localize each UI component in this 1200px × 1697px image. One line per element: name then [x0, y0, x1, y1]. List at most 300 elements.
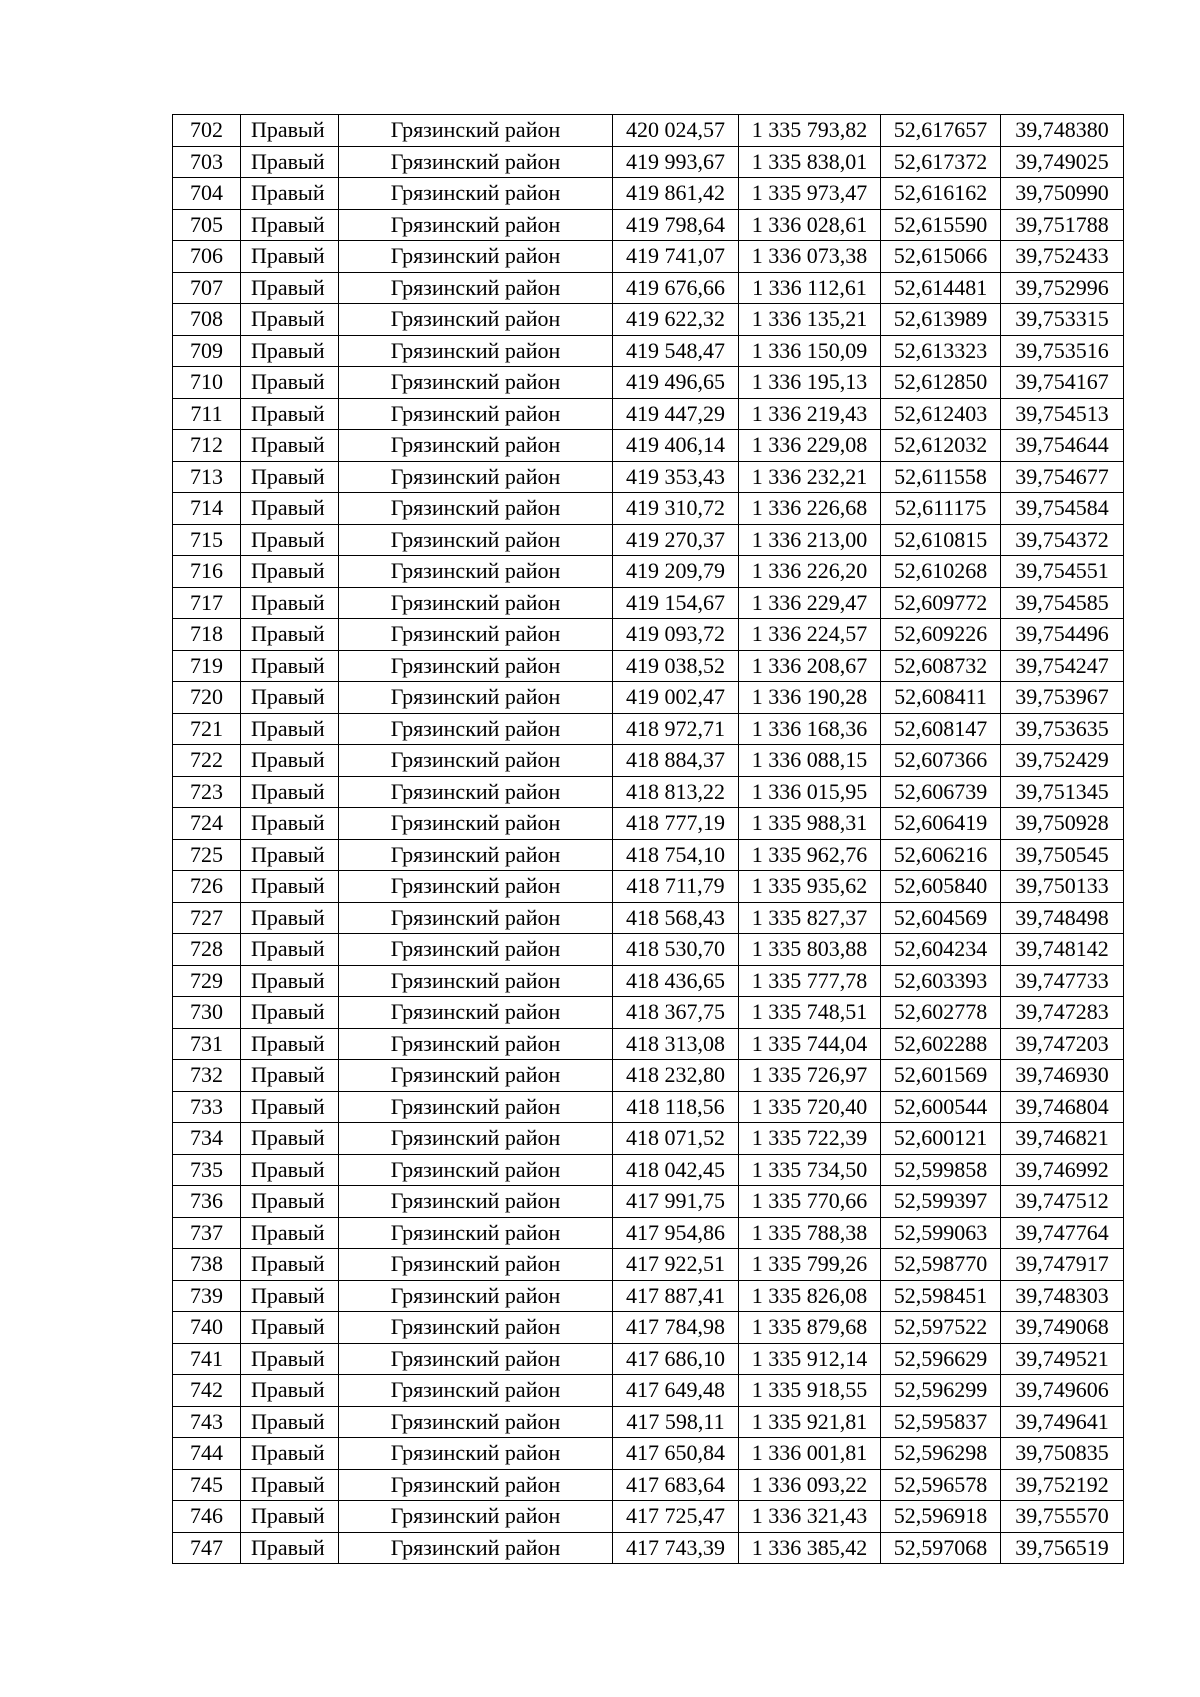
bank-side-cell: Правый: [241, 1091, 339, 1123]
longitude-cell: 39,754167: [1001, 367, 1124, 399]
x-coordinate-cell: 418 884,37: [613, 745, 739, 777]
point-number-cell: 709: [173, 335, 241, 367]
latitude-cell: 52,609226: [881, 619, 1001, 651]
x-coordinate-cell: 420 024,57: [613, 115, 739, 147]
point-number-cell: 747: [173, 1532, 241, 1564]
bank-side-cell: Правый: [241, 682, 339, 714]
y-coordinate-cell: 1 335 722,39: [739, 1123, 881, 1155]
y-coordinate-cell: 1 335 770,66: [739, 1186, 881, 1218]
point-number-cell: 742: [173, 1375, 241, 1407]
bank-side-cell: Правый: [241, 745, 339, 777]
latitude-cell: 52,612403: [881, 398, 1001, 430]
table-row: [173, 115, 1124, 147]
point-number-cell: 721: [173, 713, 241, 745]
point-number-cell: 712: [173, 430, 241, 462]
bank-side-cell: Правый: [241, 871, 339, 903]
x-coordinate-cell: 419 093,72: [613, 619, 739, 651]
longitude-cell: 39,747512: [1001, 1186, 1124, 1218]
x-coordinate-cell: 418 436,65: [613, 965, 739, 997]
bank-side-cell: Правый: [241, 1217, 339, 1249]
x-coordinate-cell: 418 711,79: [613, 871, 739, 903]
longitude-cell: 39,754372: [1001, 524, 1124, 556]
x-coordinate-cell: 419 798,64: [613, 209, 739, 241]
latitude-cell: 52,611558: [881, 461, 1001, 493]
bank-side-cell: Правый: [241, 430, 339, 462]
latitude-cell: 52,610815: [881, 524, 1001, 556]
y-coordinate-cell: 1 335 777,78: [739, 965, 881, 997]
y-coordinate-cell: 1 336 135,21: [739, 304, 881, 336]
latitude-cell: 52,605840: [881, 871, 1001, 903]
district-cell: Грязинский район: [339, 1028, 613, 1060]
district-cell: Грязинский район: [339, 1406, 613, 1438]
district-cell: Грязинский район: [339, 241, 613, 273]
y-coordinate-cell: 1 335 838,01: [739, 146, 881, 178]
table-row: [173, 1217, 1124, 1249]
y-coordinate-cell: 1 335 744,04: [739, 1028, 881, 1060]
longitude-cell: 39,752192: [1001, 1469, 1124, 1501]
bank-side-cell: Правый: [241, 1501, 339, 1533]
district-cell: Грязинский район: [339, 934, 613, 966]
district-cell: Грязинский район: [339, 745, 613, 777]
district-cell: Грязинский район: [339, 335, 613, 367]
bank-side-cell: Правый: [241, 1123, 339, 1155]
point-number-cell: 731: [173, 1028, 241, 1060]
latitude-cell: 52,599397: [881, 1186, 1001, 1218]
y-coordinate-cell: 1 336 028,61: [739, 209, 881, 241]
bank-side-cell: Правый: [241, 524, 339, 556]
point-number-cell: 704: [173, 178, 241, 210]
y-coordinate-cell: 1 336 088,15: [739, 745, 881, 777]
table-row: [173, 1501, 1124, 1533]
point-number-cell: 727: [173, 902, 241, 934]
x-coordinate-cell: 419 002,47: [613, 682, 739, 714]
x-coordinate-cell: 418 367,75: [613, 997, 739, 1029]
district-cell: Грязинский район: [339, 1312, 613, 1344]
y-coordinate-cell: 1 336 229,08: [739, 430, 881, 462]
table-row: [173, 1438, 1124, 1470]
latitude-cell: 52,612850: [881, 367, 1001, 399]
longitude-cell: 39,754584: [1001, 493, 1124, 525]
bank-side-cell: Правый: [241, 272, 339, 304]
point-number-cell: 733: [173, 1091, 241, 1123]
x-coordinate-cell: 418 813,22: [613, 776, 739, 808]
bank-side-cell: Правый: [241, 587, 339, 619]
latitude-cell: 52,614481: [881, 272, 1001, 304]
latitude-cell: 52,597522: [881, 1312, 1001, 1344]
latitude-cell: 52,616162: [881, 178, 1001, 210]
point-number-cell: 719: [173, 650, 241, 682]
point-number-cell: 705: [173, 209, 241, 241]
bank-side-cell: Правый: [241, 146, 339, 178]
y-coordinate-cell: 1 336 385,42: [739, 1532, 881, 1564]
bank-side-cell: Правый: [241, 1343, 339, 1375]
x-coordinate-cell: 418 972,71: [613, 713, 739, 745]
longitude-cell: 39,747203: [1001, 1028, 1124, 1060]
table-row: [173, 1028, 1124, 1060]
table-row: [173, 776, 1124, 808]
y-coordinate-cell: 1 335 788,38: [739, 1217, 881, 1249]
district-cell: Грязинский район: [339, 209, 613, 241]
latitude-cell: 52,596299: [881, 1375, 1001, 1407]
point-number-cell: 726: [173, 871, 241, 903]
longitude-cell: 39,749641: [1001, 1406, 1124, 1438]
longitude-cell: 39,753516: [1001, 335, 1124, 367]
longitude-cell: 39,747764: [1001, 1217, 1124, 1249]
point-number-cell: 723: [173, 776, 241, 808]
y-coordinate-cell: 1 336 168,36: [739, 713, 881, 745]
table-row: [173, 1280, 1124, 1312]
longitude-cell: 39,748380: [1001, 115, 1124, 147]
point-number-cell: 720: [173, 682, 241, 714]
bank-side-cell: Правый: [241, 1532, 339, 1564]
longitude-cell: 39,750990: [1001, 178, 1124, 210]
table-row: [173, 209, 1124, 241]
table-row: [173, 398, 1124, 430]
bank-side-cell: Правый: [241, 335, 339, 367]
latitude-cell: 52,615590: [881, 209, 1001, 241]
point-number-cell: 707: [173, 272, 241, 304]
y-coordinate-cell: 1 335 826,08: [739, 1280, 881, 1312]
latitude-cell: 52,596578: [881, 1469, 1001, 1501]
point-number-cell: 711: [173, 398, 241, 430]
y-coordinate-cell: 1 336 073,38: [739, 241, 881, 273]
x-coordinate-cell: 418 754,10: [613, 839, 739, 871]
latitude-cell: 52,596298: [881, 1438, 1001, 1470]
x-coordinate-cell: 419 447,29: [613, 398, 739, 430]
district-cell: Грязинский район: [339, 115, 613, 147]
bank-side-cell: Правый: [241, 1406, 339, 1438]
latitude-cell: 52,603393: [881, 965, 1001, 997]
bank-side-cell: Правый: [241, 1186, 339, 1218]
x-coordinate-cell: 419 406,14: [613, 430, 739, 462]
district-cell: Грязинский район: [339, 965, 613, 997]
table-row: [173, 335, 1124, 367]
district-cell: Грязинский район: [339, 146, 613, 178]
point-number-cell: 716: [173, 556, 241, 588]
x-coordinate-cell: 418 568,43: [613, 902, 739, 934]
point-number-cell: 738: [173, 1249, 241, 1281]
district-cell: Грязинский район: [339, 808, 613, 840]
district-cell: Грязинский район: [339, 178, 613, 210]
table-row: [173, 1406, 1124, 1438]
longitude-cell: 39,751788: [1001, 209, 1124, 241]
bank-side-cell: Правый: [241, 1060, 339, 1092]
x-coordinate-cell: 419 496,65: [613, 367, 739, 399]
district-cell: Грязинский район: [339, 1501, 613, 1533]
table-row: [173, 524, 1124, 556]
x-coordinate-cell: 419 038,52: [613, 650, 739, 682]
bank-side-cell: Правый: [241, 713, 339, 745]
y-coordinate-cell: 1 335 720,40: [739, 1091, 881, 1123]
bank-side-cell: Правый: [241, 304, 339, 336]
latitude-cell: 52,604569: [881, 902, 1001, 934]
table-row: [173, 430, 1124, 462]
y-coordinate-cell: 1 336 112,61: [739, 272, 881, 304]
district-cell: Грязинский район: [339, 1375, 613, 1407]
latitude-cell: 52,602288: [881, 1028, 1001, 1060]
longitude-cell: 39,747917: [1001, 1249, 1124, 1281]
table-row: [173, 1186, 1124, 1218]
y-coordinate-cell: 1 336 208,67: [739, 650, 881, 682]
point-number-cell: 717: [173, 587, 241, 619]
table-row: [173, 965, 1124, 997]
table-row: [173, 1469, 1124, 1501]
point-number-cell: 744: [173, 1438, 241, 1470]
longitude-cell: 39,755570: [1001, 1501, 1124, 1533]
longitude-cell: 39,753315: [1001, 304, 1124, 336]
district-cell: Грязинский район: [339, 1280, 613, 1312]
district-cell: Грязинский район: [339, 619, 613, 651]
table-row: [173, 650, 1124, 682]
district-cell: Грязинский район: [339, 430, 613, 462]
district-cell: Грязинский район: [339, 398, 613, 430]
district-cell: Грязинский район: [339, 1060, 613, 1092]
y-coordinate-cell: 1 336 226,68: [739, 493, 881, 525]
table-row: [173, 619, 1124, 651]
latitude-cell: 52,597068: [881, 1532, 1001, 1564]
longitude-cell: 39,753967: [1001, 682, 1124, 714]
point-number-cell: 743: [173, 1406, 241, 1438]
x-coordinate-cell: 419 993,67: [613, 146, 739, 178]
district-cell: Грязинский район: [339, 839, 613, 871]
district-cell: Грязинский район: [339, 1154, 613, 1186]
y-coordinate-cell: 1 335 921,81: [739, 1406, 881, 1438]
bank-side-cell: Правый: [241, 619, 339, 651]
x-coordinate-cell: 418 777,19: [613, 808, 739, 840]
y-coordinate-cell: 1 335 912,14: [739, 1343, 881, 1375]
y-coordinate-cell: 1 336 093,22: [739, 1469, 881, 1501]
y-coordinate-cell: 1 336 232,21: [739, 461, 881, 493]
point-number-cell: 729: [173, 965, 241, 997]
district-cell: Грязинский район: [339, 997, 613, 1029]
x-coordinate-cell: 419 209,79: [613, 556, 739, 588]
latitude-cell: 52,609772: [881, 587, 1001, 619]
latitude-cell: 52,613323: [881, 335, 1001, 367]
latitude-cell: 52,604234: [881, 934, 1001, 966]
district-cell: Грязинский район: [339, 713, 613, 745]
bank-side-cell: Правый: [241, 839, 339, 871]
y-coordinate-cell: 1 336 001,81: [739, 1438, 881, 1470]
x-coordinate-cell: 417 598,11: [613, 1406, 739, 1438]
longitude-cell: 39,748498: [1001, 902, 1124, 934]
longitude-cell: 39,747733: [1001, 965, 1124, 997]
latitude-cell: 52,617657: [881, 115, 1001, 147]
x-coordinate-cell: 419 861,42: [613, 178, 739, 210]
bank-side-cell: Правый: [241, 241, 339, 273]
point-number-cell: 710: [173, 367, 241, 399]
district-cell: Грязинский район: [339, 272, 613, 304]
x-coordinate-cell: 417 922,51: [613, 1249, 739, 1281]
table-row: [173, 934, 1124, 966]
x-coordinate-cell: 417 991,75: [613, 1186, 739, 1218]
district-cell: Грязинский район: [339, 524, 613, 556]
longitude-cell: 39,750545: [1001, 839, 1124, 871]
longitude-cell: 39,749606: [1001, 1375, 1124, 1407]
latitude-cell: 52,617372: [881, 146, 1001, 178]
table-row: [173, 304, 1124, 336]
longitude-cell: 39,754644: [1001, 430, 1124, 462]
table-row: [173, 682, 1124, 714]
y-coordinate-cell: 1 335 879,68: [739, 1312, 881, 1344]
table-row: [173, 745, 1124, 777]
point-number-cell: 728: [173, 934, 241, 966]
y-coordinate-cell: 1 335 726,97: [739, 1060, 881, 1092]
x-coordinate-cell: 418 530,70: [613, 934, 739, 966]
latitude-cell: 52,599063: [881, 1217, 1001, 1249]
point-number-cell: 722: [173, 745, 241, 777]
x-coordinate-cell: 418 232,80: [613, 1060, 739, 1092]
table-row: [173, 461, 1124, 493]
bank-side-cell: Правый: [241, 1028, 339, 1060]
longitude-cell: 39,754585: [1001, 587, 1124, 619]
table-row: [173, 1375, 1124, 1407]
longitude-cell: 39,747283: [1001, 997, 1124, 1029]
latitude-cell: 52,595837: [881, 1406, 1001, 1438]
x-coordinate-cell: 419 353,43: [613, 461, 739, 493]
table-row: [173, 493, 1124, 525]
table-row: [173, 1154, 1124, 1186]
longitude-cell: 39,756519: [1001, 1532, 1124, 1564]
x-coordinate-cell: 419 270,37: [613, 524, 739, 556]
district-cell: Грязинский район: [339, 556, 613, 588]
x-coordinate-cell: 417 887,41: [613, 1280, 739, 1312]
y-coordinate-cell: 1 335 799,26: [739, 1249, 881, 1281]
longitude-cell: 39,746992: [1001, 1154, 1124, 1186]
y-coordinate-cell: 1 335 988,31: [739, 808, 881, 840]
point-number-cell: 740: [173, 1312, 241, 1344]
table-row: [173, 556, 1124, 588]
district-cell: Грязинский район: [339, 1343, 613, 1375]
point-number-cell: 745: [173, 1469, 241, 1501]
x-coordinate-cell: 417 650,84: [613, 1438, 739, 1470]
latitude-cell: 52,607366: [881, 745, 1001, 777]
longitude-cell: 39,750928: [1001, 808, 1124, 840]
table-row: [173, 871, 1124, 903]
district-cell: Грязинский район: [339, 1091, 613, 1123]
y-coordinate-cell: 1 336 213,00: [739, 524, 881, 556]
district-cell: Грязинский район: [339, 776, 613, 808]
y-coordinate-cell: 1 335 918,55: [739, 1375, 881, 1407]
table-row: [173, 587, 1124, 619]
longitude-cell: 39,752996: [1001, 272, 1124, 304]
x-coordinate-cell: 417 649,48: [613, 1375, 739, 1407]
y-coordinate-cell: 1 335 803,88: [739, 934, 881, 966]
longitude-cell: 39,754496: [1001, 619, 1124, 651]
y-coordinate-cell: 1 335 827,37: [739, 902, 881, 934]
longitude-cell: 39,749521: [1001, 1343, 1124, 1375]
longitude-cell: 39,750133: [1001, 871, 1124, 903]
longitude-cell: 39,752433: [1001, 241, 1124, 273]
table-row: [173, 1091, 1124, 1123]
longitude-cell: 39,754247: [1001, 650, 1124, 682]
point-number-cell: 702: [173, 115, 241, 147]
district-cell: Грязинский район: [339, 871, 613, 903]
y-coordinate-cell: 1 335 962,76: [739, 839, 881, 871]
latitude-cell: 52,608411: [881, 682, 1001, 714]
district-cell: Грязинский район: [339, 1186, 613, 1218]
latitude-cell: 52,611175: [881, 493, 1001, 525]
bank-side-cell: Правый: [241, 461, 339, 493]
point-number-cell: 736: [173, 1186, 241, 1218]
bank-side-cell: Правый: [241, 808, 339, 840]
y-coordinate-cell: 1 336 150,09: [739, 335, 881, 367]
coordinates-table-body: [173, 115, 1124, 1564]
bank-side-cell: Правый: [241, 209, 339, 241]
table-row: [173, 997, 1124, 1029]
district-cell: Грязинский район: [339, 367, 613, 399]
longitude-cell: 39,750835: [1001, 1438, 1124, 1470]
table-row: [173, 241, 1124, 273]
bank-side-cell: Правый: [241, 1469, 339, 1501]
district-cell: Грязинский район: [339, 1532, 613, 1564]
y-coordinate-cell: 1 336 190,28: [739, 682, 881, 714]
x-coordinate-cell: 419 676,66: [613, 272, 739, 304]
latitude-cell: 52,606419: [881, 808, 1001, 840]
district-cell: Грязинский район: [339, 1469, 613, 1501]
point-number-cell: 715: [173, 524, 241, 556]
bank-side-cell: Правый: [241, 1438, 339, 1470]
bank-side-cell: Правый: [241, 1249, 339, 1281]
y-coordinate-cell: 1 335 734,50: [739, 1154, 881, 1186]
table-row: [173, 1249, 1124, 1281]
longitude-cell: 39,751345: [1001, 776, 1124, 808]
district-cell: Грязинский район: [339, 650, 613, 682]
x-coordinate-cell: 419 622,32: [613, 304, 739, 336]
x-coordinate-cell: 419 154,67: [613, 587, 739, 619]
point-number-cell: 732: [173, 1060, 241, 1092]
y-coordinate-cell: 1 336 229,47: [739, 587, 881, 619]
longitude-cell: 39,749068: [1001, 1312, 1124, 1344]
bank-side-cell: Правый: [241, 934, 339, 966]
bank-side-cell: Правый: [241, 115, 339, 147]
district-cell: Грязинский район: [339, 304, 613, 336]
point-number-cell: 741: [173, 1343, 241, 1375]
table-row: [173, 1343, 1124, 1375]
point-number-cell: 735: [173, 1154, 241, 1186]
district-cell: Грязинский район: [339, 1217, 613, 1249]
x-coordinate-cell: 419 310,72: [613, 493, 739, 525]
bank-side-cell: Правый: [241, 1154, 339, 1186]
longitude-cell: 39,754551: [1001, 556, 1124, 588]
point-number-cell: 706: [173, 241, 241, 273]
latitude-cell: 52,613989: [881, 304, 1001, 336]
latitude-cell: 52,601569: [881, 1060, 1001, 1092]
table-row: [173, 1060, 1124, 1092]
latitude-cell: 52,606216: [881, 839, 1001, 871]
x-coordinate-cell: 419 548,47: [613, 335, 739, 367]
y-coordinate-cell: 1 336 219,43: [739, 398, 881, 430]
table-row: [173, 713, 1124, 745]
district-cell: Грязинский район: [339, 493, 613, 525]
y-coordinate-cell: 1 336 195,13: [739, 367, 881, 399]
bank-side-cell: Правый: [241, 1375, 339, 1407]
x-coordinate-cell: 417 683,64: [613, 1469, 739, 1501]
district-cell: Грязинский район: [339, 1438, 613, 1470]
y-coordinate-cell: 1 336 321,43: [739, 1501, 881, 1533]
bank-side-cell: Правый: [241, 776, 339, 808]
y-coordinate-cell: 1 336 015,95: [739, 776, 881, 808]
x-coordinate-cell: 417 954,86: [613, 1217, 739, 1249]
latitude-cell: 52,608732: [881, 650, 1001, 682]
y-coordinate-cell: 1 335 793,82: [739, 115, 881, 147]
longitude-cell: 39,754677: [1001, 461, 1124, 493]
point-number-cell: 714: [173, 493, 241, 525]
point-number-cell: 734: [173, 1123, 241, 1155]
latitude-cell: 52,596629: [881, 1343, 1001, 1375]
latitude-cell: 52,600121: [881, 1123, 1001, 1155]
table-row: [173, 367, 1124, 399]
coordinates-table: [172, 114, 1124, 1564]
